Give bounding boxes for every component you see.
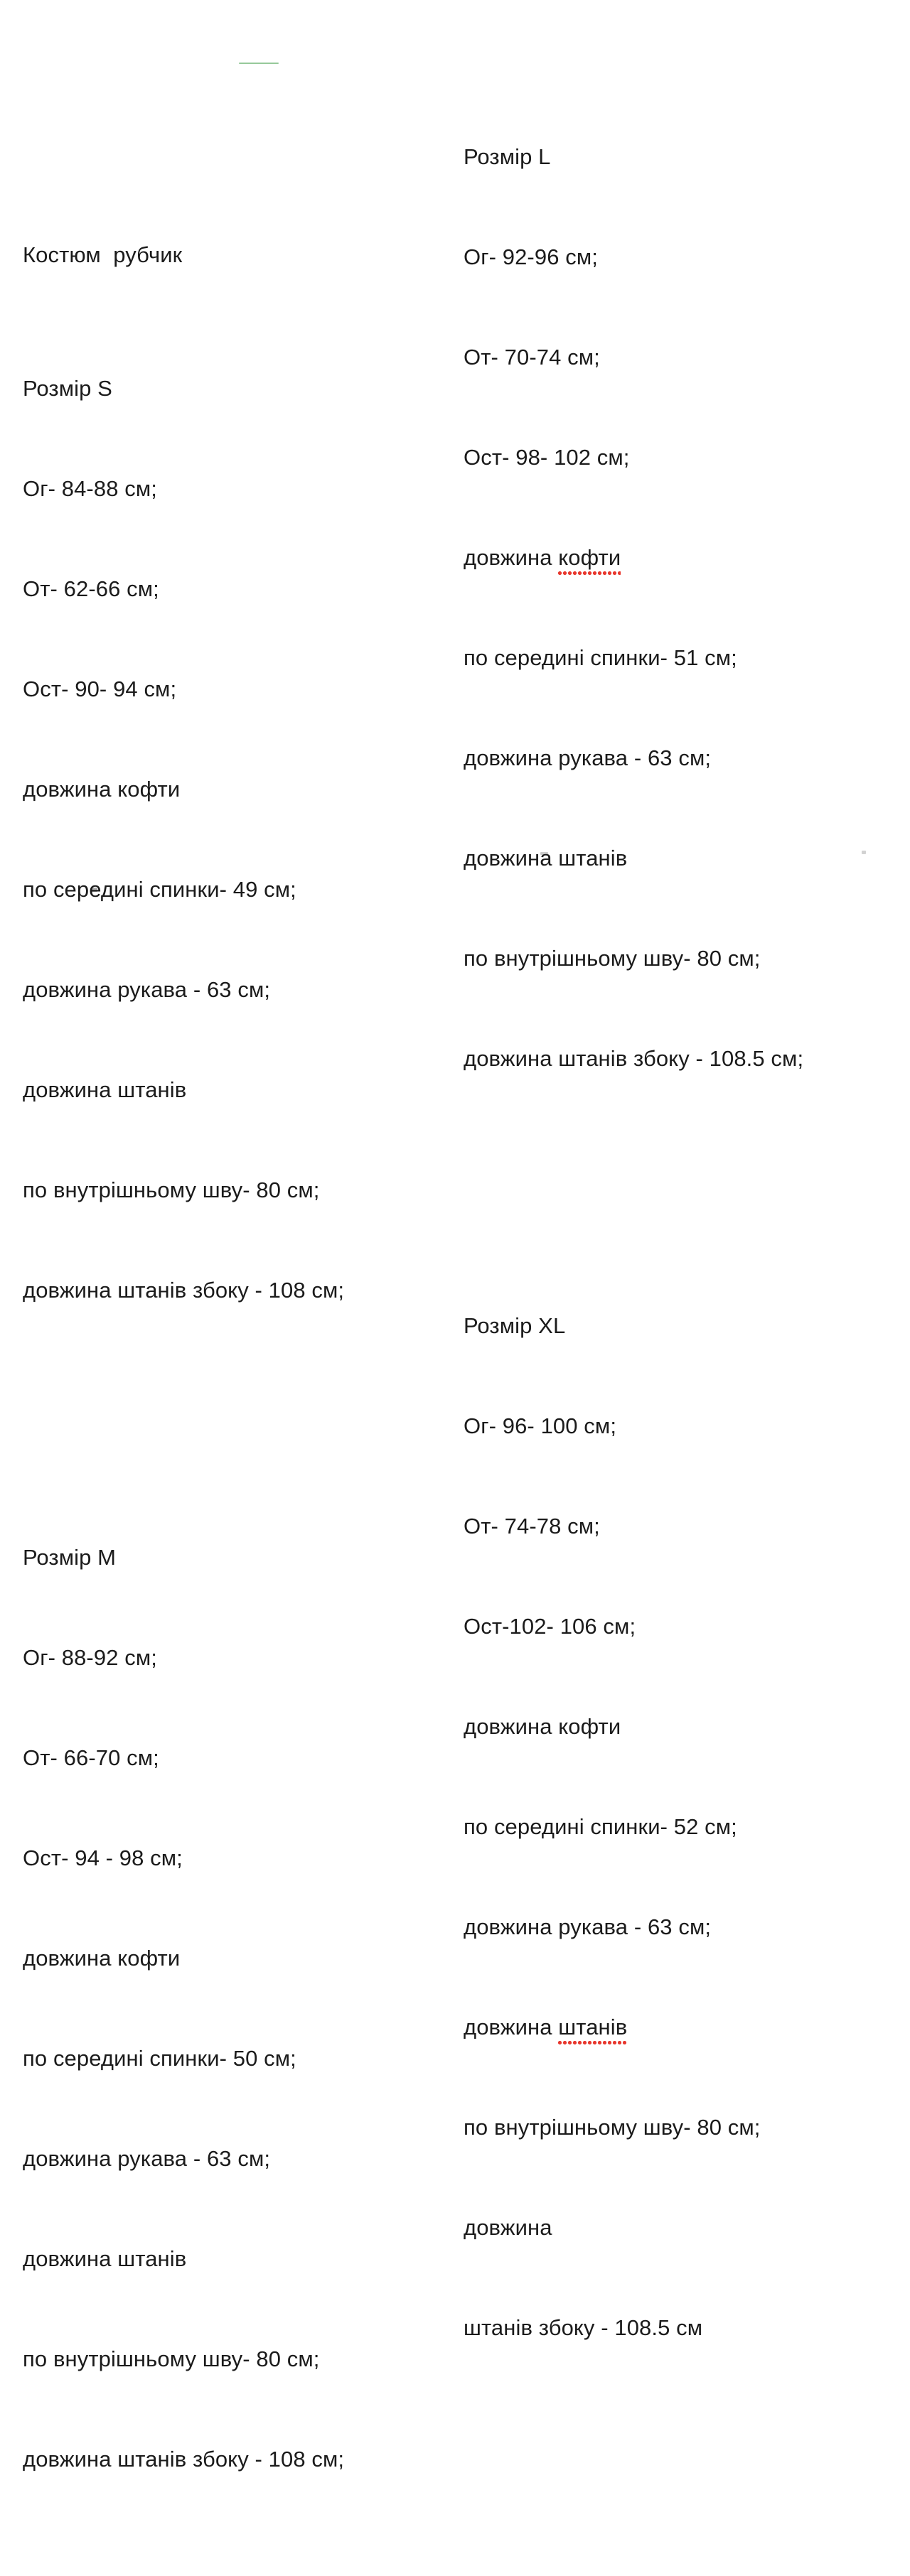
- size-xl-outseam-length: штанів збоку - 108.5 см: [464, 2315, 703, 2340]
- size-xl-outseam-label: довжина: [464, 2215, 552, 2240]
- left-column: [23, 138, 449, 2576]
- size-m-measure-ot: От- 66-70 см;: [23, 1745, 159, 1770]
- size-heading-m: Розмір M: [23, 1545, 117, 1570]
- size-l-measure-ot: От- 70-74 см;: [464, 345, 600, 370]
- size-m-back-center-length: по середині спинки- 50 см;: [23, 2046, 296, 2071]
- size-m-top-length-label: довжина кофти: [23, 1946, 181, 1971]
- size-l-pants-length-label: довжина штанів: [464, 846, 628, 871]
- size-l-sleeve-length: довжина рукава - 63 см;: [464, 745, 712, 770]
- size-l-measure-og: Ог- 92-96 см;: [464, 244, 598, 269]
- size-m-measure-og: Ог- 88-92 см;: [23, 1645, 157, 1670]
- size-s-top-length-label: довжина кофти: [23, 777, 181, 802]
- green-hairline-artifact: [239, 63, 279, 64]
- size-l-top-length-prefix: довжина: [464, 545, 559, 570]
- size-xl-top-length-label: довжина кофти: [464, 1714, 621, 1739]
- size-m-pants-length-label: довжина штанів: [23, 2246, 187, 2271]
- size-xl-measure-og: Ог- 96- 100 см;: [464, 1413, 617, 1438]
- size-m-inseam-length: по внутрішньому шву- 80 см;: [23, 2346, 320, 2371]
- size-heading-s: Розмір S: [23, 376, 112, 401]
- size-l-outseam-length: довжина штанів збоку - 108.5 см;: [464, 1046, 804, 1071]
- size-heading-l: Розмір L: [464, 144, 551, 169]
- size-l-inseam-length: по внутрішньому шву- 80 см;: [464, 946, 761, 971]
- right-column: [464, 40, 904, 2445]
- spellcheck-misspelled-word-kofty: кофти: [558, 541, 621, 574]
- spellcheck-misspelled-word-shtaniv: штанів: [558, 2010, 627, 2044]
- size-heading-xl: Розмір XL: [464, 1313, 566, 1338]
- size-l-top-length-label: [464, 541, 904, 574]
- size-xl-pants-length-label: [464, 2010, 904, 2044]
- product-title: Костюм рубчик: [23, 242, 183, 267]
- right-column-spacer: [464, 1175, 904, 1209]
- size-l-measure-ost: Ост- 98- 102 см;: [464, 445, 630, 470]
- size-s-back-center-length: по середині спинки- 49 см;: [23, 877, 296, 902]
- size-m-sleeve-length: довжина рукава - 63 см;: [23, 2146, 271, 2171]
- size-s-pants-length-label: довжина штанів: [23, 1077, 187, 1102]
- size-xl-measure-ost: Ост-102- 106 см;: [464, 1614, 636, 1639]
- size-xl-sleeve-length: довжина рукава - 63 см;: [464, 1914, 712, 1939]
- size-s-outseam-length: довжина штанів збоку - 108 см;: [23, 1278, 345, 1303]
- size-l-back-center-length: по середині спинки- 51 см;: [464, 645, 737, 670]
- size-m-measure-ost: Ост- 94 - 98 см;: [23, 1845, 183, 1870]
- size-s-measure-ost: Ост- 90- 94 см;: [23, 677, 177, 701]
- size-s-inseam-length: по внутрішньому шву- 80 см;: [23, 1177, 320, 1202]
- size-m-outseam-length: довжина штанів збоку - 108 см;: [23, 2447, 345, 2472]
- size-s-measure-og: Ог- 84-88 см;: [23, 476, 157, 501]
- size-s-measure-ot: От- 62-66 см;: [23, 576, 159, 601]
- size-xl-inseam-length: по внутрішньому шву- 80 см;: [464, 2115, 761, 2140]
- size-xl-back-center-length: по середині спинки- 52 см;: [464, 1814, 737, 1839]
- size-xl-measure-ot: От- 74-78 см;: [464, 1514, 600, 1538]
- size-s-sleeve-length: довжина рукава - 63 см;: [23, 977, 271, 1002]
- left-column-spacer: [23, 1407, 449, 1440]
- size-xl-pants-length-prefix: довжина: [464, 2015, 559, 2039]
